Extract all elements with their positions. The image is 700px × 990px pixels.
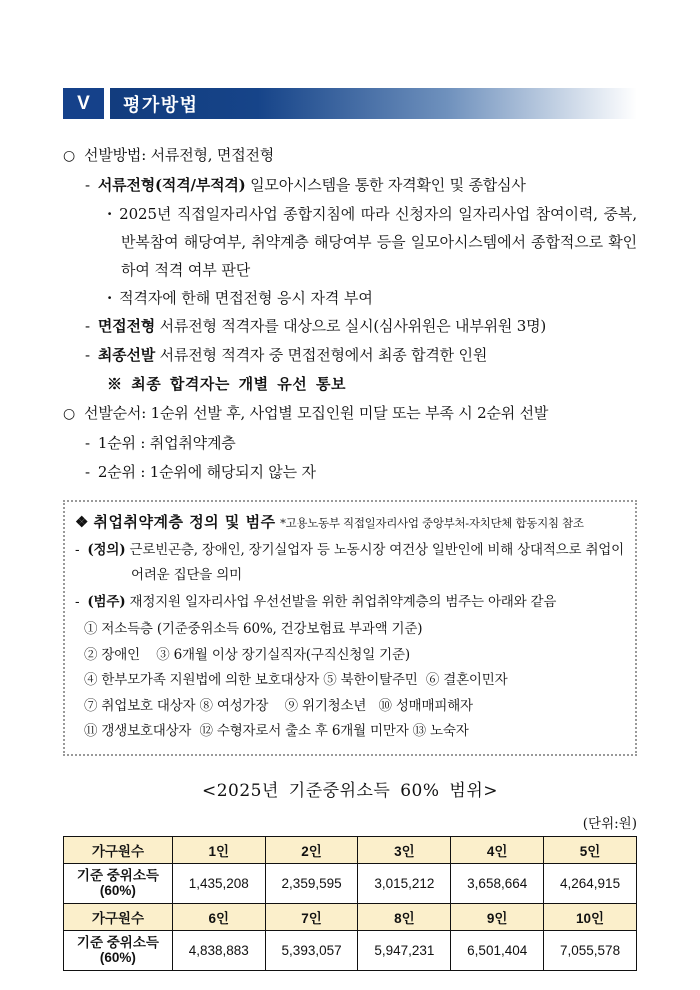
document-screening-bold: 서류전형(적격/부적격) — [97, 176, 246, 194]
category-items — [84, 617, 625, 745]
dot-bullet-icon: · — [107, 289, 113, 307]
final-selection-rest: 서류전형 적격자 중 면접전형에서 최종 합격한 인원 — [155, 346, 488, 364]
value-cell: 6,501,404 — [451, 930, 544, 970]
dash-bullet-icon: - — [85, 317, 90, 335]
definition-label: (정의) — [87, 542, 126, 558]
header-cell: 5인 — [544, 836, 637, 863]
selection-method-line — [63, 141, 637, 171]
dash-bullet-icon: - — [85, 434, 90, 452]
value-cell: 3,658,664 — [451, 863, 544, 903]
selection-order-line — [63, 399, 637, 429]
category-text: 재정지원 일자리사업 우선선발을 위한 취업취약계층의 범주는 아래와 같음 — [125, 594, 557, 610]
interview-screening-bold: 면접전형 — [97, 317, 156, 335]
document-screening-line — [85, 171, 637, 200]
header-cell: 8인 — [358, 903, 451, 930]
notification-note: ※ 최종 합격자는 개별 유선 통보 — [107, 375, 346, 393]
interview-screening-rest: 서류전형 적격자를 대상으로 실시(심사위원은 내부위원 3명) — [155, 317, 547, 335]
category-item-5: ⑪ 갱생보호대상자 ⑫ 수형자로서 출소 후 6개월 미만자 ⑬ 노숙자 — [84, 723, 469, 739]
header-cell: 3인 — [358, 836, 451, 863]
selection-method-text: 선발방법: 서류전형, 면접전형 — [84, 146, 275, 164]
interview-eligibility-text: 적격자에 한해 면접전형 응시 자격 부여 — [119, 289, 373, 307]
value-cell: 5,393,057 — [265, 930, 358, 970]
reference-note: *고용노동부 직접일자리사업 중앙부처-자치단체 합동지침 참조 — [280, 516, 584, 530]
dash-bullet-icon: - — [75, 594, 80, 610]
table-data-row-2 — [64, 930, 637, 970]
header-household-size: 가구원수 — [64, 903, 173, 930]
header-cell: 9인 — [451, 903, 544, 930]
rank1-text: 1순위 : 취업취약계층 — [97, 434, 236, 452]
dash-bullet-icon: - — [75, 542, 80, 558]
header-cell: 10인 — [544, 903, 637, 930]
dash-bullet-icon: - — [85, 176, 90, 194]
diamond-bullet-icon: ❖ — [75, 513, 89, 531]
circle-bullet-icon: ○ — [63, 406, 76, 422]
header-cell: 6인 — [172, 903, 265, 930]
row-label-median-income — [64, 863, 173, 903]
circle-bullet-icon: ○ — [63, 148, 76, 164]
row-label-line2: (60%) — [99, 883, 136, 898]
vulnerable-box-title-line — [75, 510, 625, 536]
header-cell: 1인 — [172, 836, 265, 863]
definition-line — [75, 538, 625, 588]
row-label-line1: 기준 중위소득 — [76, 868, 159, 883]
category-line — [75, 590, 625, 615]
header-household-size: 가구원수 — [64, 836, 173, 863]
section-header — [63, 88, 637, 119]
value-cell: 2,359,595 — [265, 863, 358, 903]
interview-eligibility-line — [107, 284, 637, 312]
section-title: 평가방법 — [123, 94, 199, 115]
value-cell: 4,264,915 — [544, 863, 637, 903]
section-title-bar — [110, 88, 637, 119]
selection-content — [63, 141, 637, 487]
final-selection-bold: 최종선발 — [97, 346, 156, 364]
category-item-2: ② 장애인 ③ 6개월 이상 장기실직자(구직신청일 기준) — [84, 646, 410, 663]
header-cell: 4인 — [451, 836, 544, 863]
dash-bullet-icon: - — [85, 346, 90, 364]
median-income-table — [63, 836, 637, 971]
section-number-badge: V — [63, 88, 104, 119]
header-cell: 7인 — [265, 903, 358, 930]
value-cell: 3,015,212 — [358, 863, 451, 903]
vulnerable-group-box — [63, 500, 637, 756]
value-cell: 1,435,208 — [172, 863, 265, 903]
interview-screening-line — [85, 312, 637, 341]
guideline-check-text: 2025년 직접일자리사업 종합지침에 따라 신청자의 일자리사업 참여이력, 중복, 반복참여 해당여부, 취약계층 해당여부 등을 일모아시스템에서 종합적으로 확인하여 적격 여부 판단 — [119, 205, 637, 279]
unit-note: (단위:원) — [582, 815, 637, 832]
header-cell: 2인 — [265, 836, 358, 863]
row-label-median-income — [64, 930, 173, 970]
rank2-line — [85, 458, 637, 487]
guideline-check-paragraph — [107, 200, 637, 284]
table-header-row-2 — [64, 903, 637, 930]
category-item-4: ⑦ 취업보호 대상자 ⑧ 여성가장 ⑨ 위기청소년 ⑩ 성매매피해자 — [84, 697, 473, 714]
dot-bullet-icon: · — [107, 205, 113, 223]
row-label-line1: 기준 중위소득 — [76, 935, 159, 950]
final-selection-line — [85, 341, 637, 370]
value-cell: 7,055,578 — [544, 930, 637, 970]
income-table-title: <2025년 기준중위소득 60% 범위> — [201, 780, 499, 801]
category-label: (범주) — [87, 594, 126, 610]
table-header-row-1 — [64, 836, 637, 863]
category-item-1: ① 저소득층 (기준중위소득 60%, 건강보험료 부과액 기준) — [84, 621, 423, 637]
rank2-text: 2순위 : 1순위에 해당되지 않는 자 — [97, 463, 316, 481]
row-label-line2: (60%) — [99, 950, 136, 965]
value-cell: 4,838,883 — [172, 930, 265, 970]
document-screening-rest: 일모아시스템을 통한 자격확인 및 종합심사 — [245, 176, 526, 194]
value-cell: 5,947,231 — [358, 930, 451, 970]
rank1-line — [85, 429, 637, 458]
category-item-3: ④ 한부모가족 지원법에 의한 보호대상자 ⑤ 북한이탈주민 ⑥ 결혼이민자 — [84, 672, 508, 688]
table-data-row-1 — [64, 863, 637, 903]
definition-text: 근로빈곤층, 장애인, 장기실업자 등 노동시장 여건상 일반인에 비해 상대적으로 취업이 어려운 집단을 의미 — [125, 542, 624, 583]
dash-bullet-icon: - — [85, 463, 90, 481]
vulnerable-box-title: 취업취약계층 정의 및 범주 — [93, 513, 276, 531]
selection-order-text: 선발순서: 1순위 선발 후, 사업별 모집인원 미달 또는 부족 시 2순위 선발 — [84, 404, 549, 422]
